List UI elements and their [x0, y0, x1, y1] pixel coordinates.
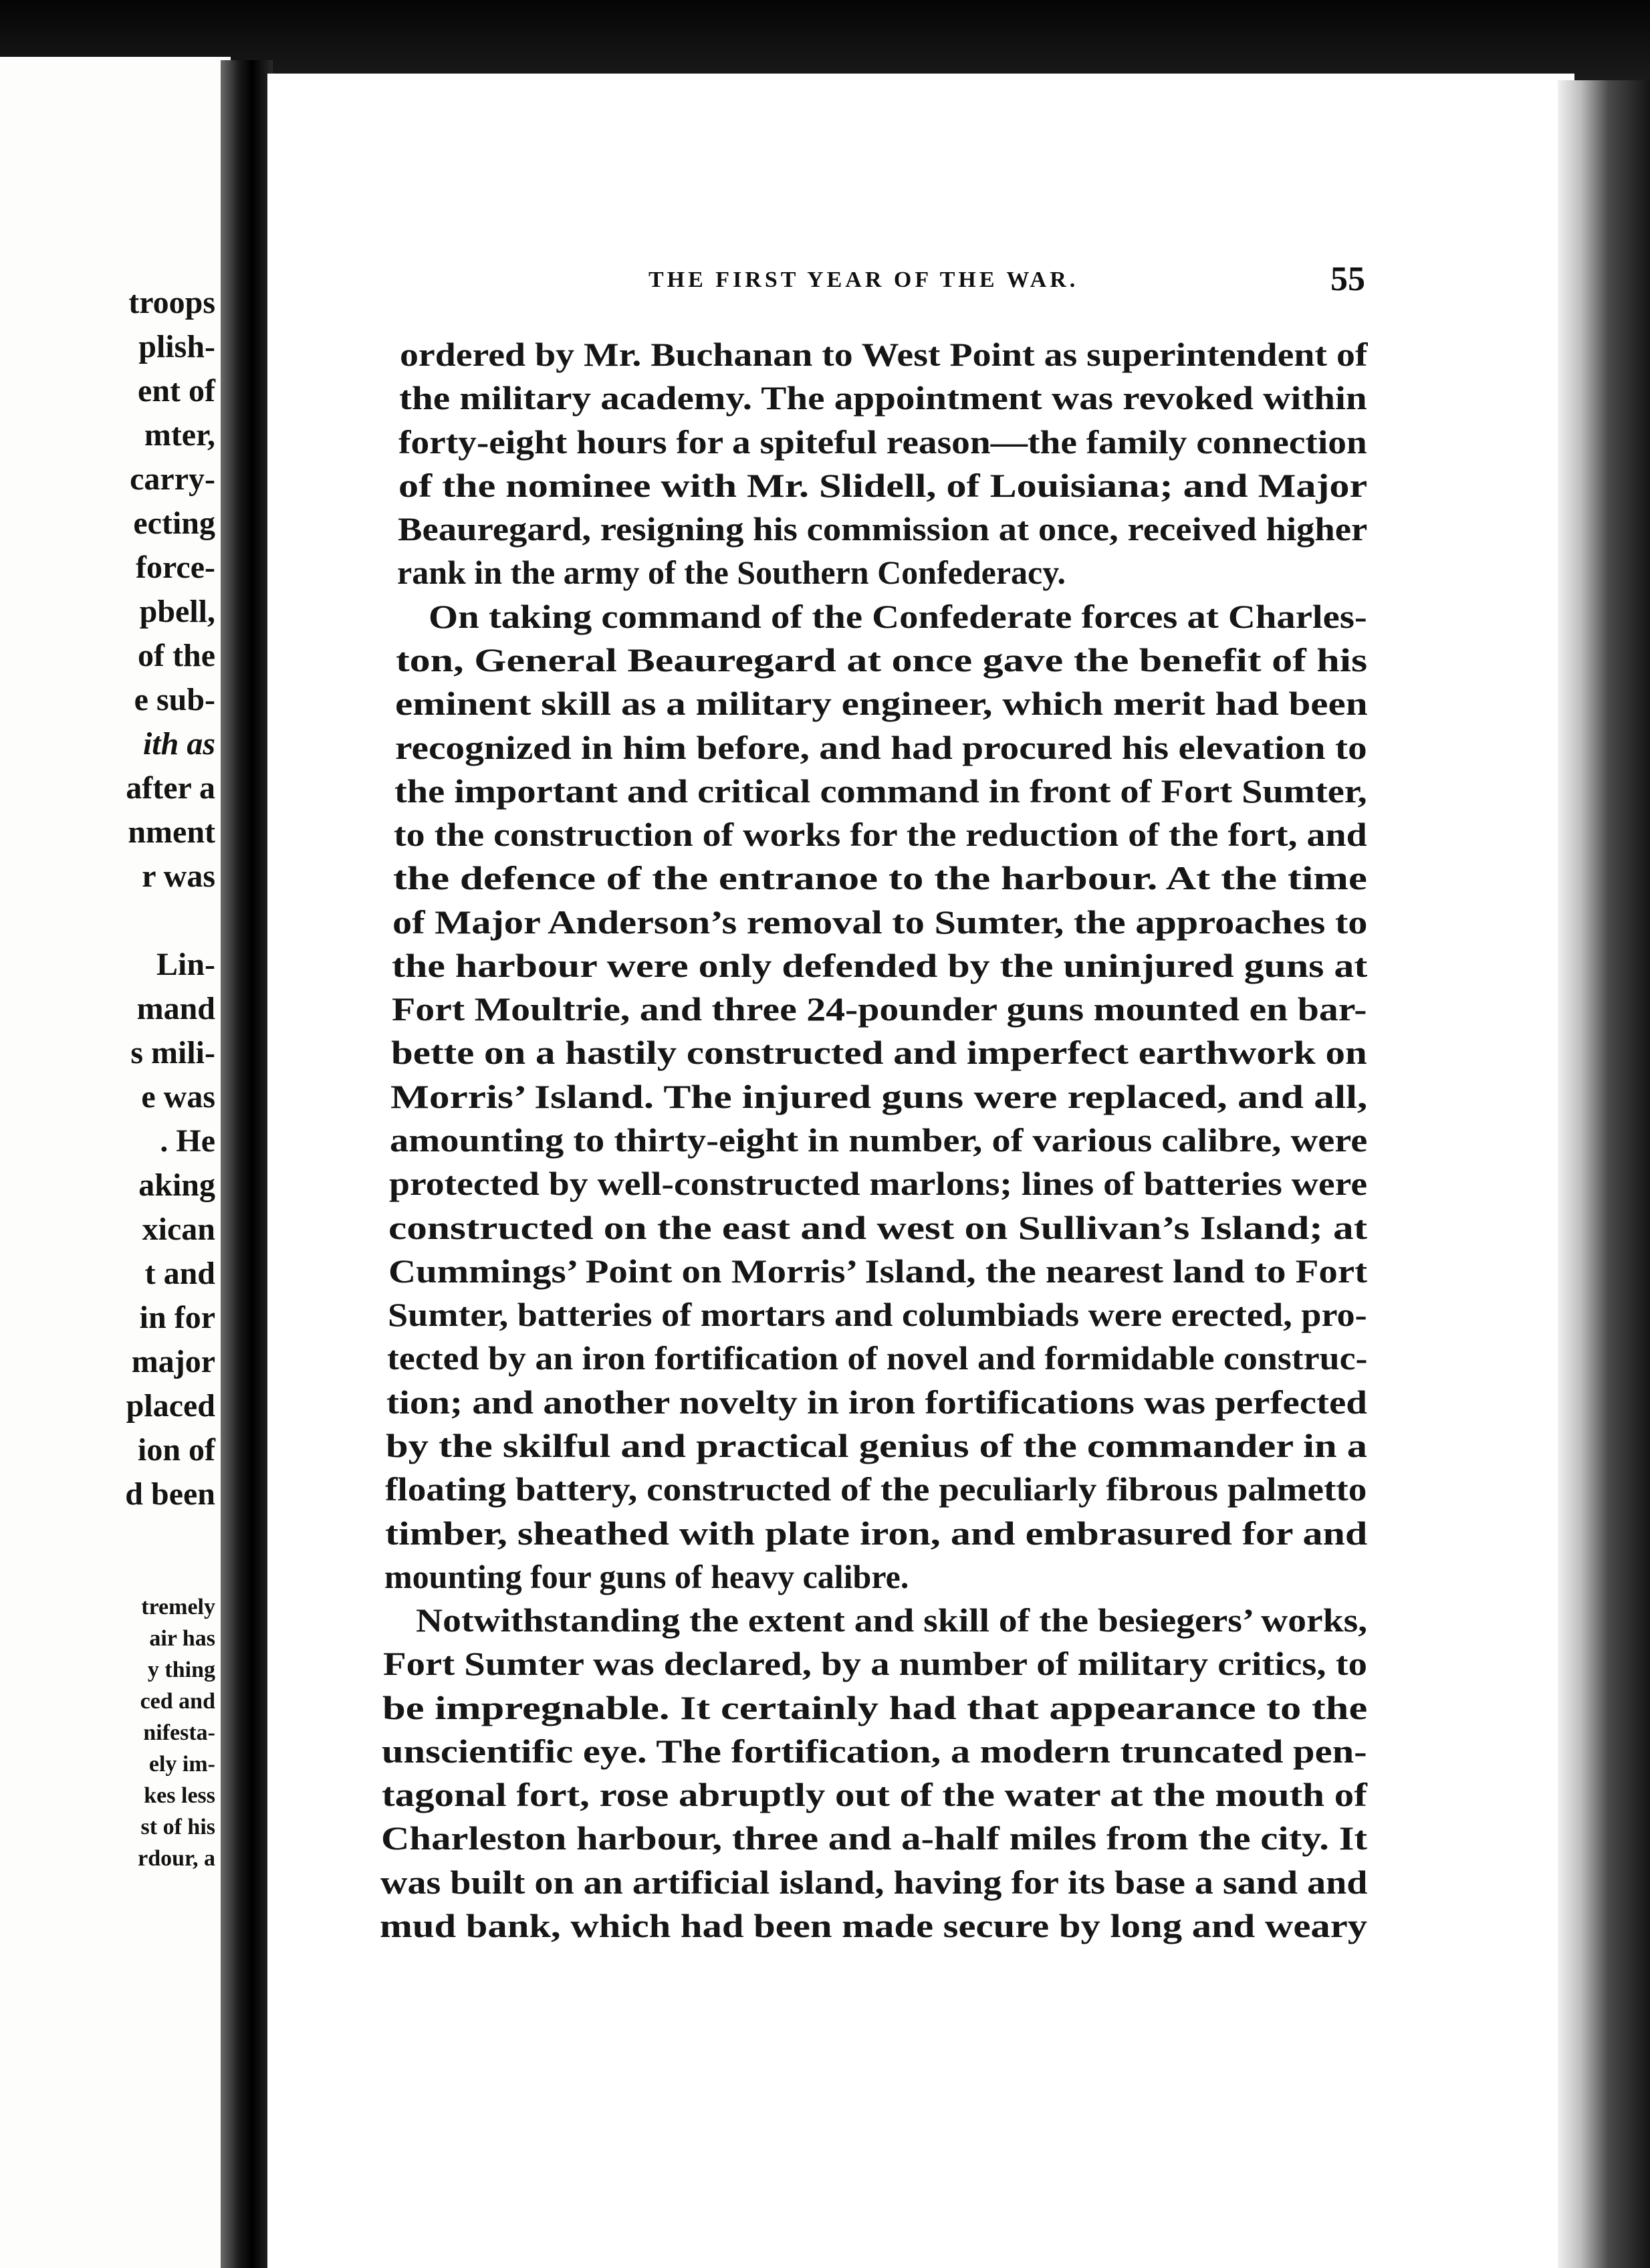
left-page-line: in for	[139, 1300, 215, 1335]
left-page-footnote-fragments	[0, 1591, 221, 1874]
text-line: of Major Anderson’s removal to Sumter, the approaches to	[392, 903, 1368, 941]
left-page-line: mter,	[144, 417, 215, 453]
left-page-line: ith as	[142, 726, 215, 762]
left-page-line: ent of	[138, 373, 215, 409]
text-line: the military academy. The appointment was revoked within	[399, 379, 1367, 417]
text-line: to the construction of works for the reduction of the fort, and	[394, 816, 1367, 853]
left-page-line: e was	[141, 1079, 215, 1115]
text-line: forty-eight hours for a spiteful reason—the family connection	[398, 423, 1367, 461]
left-page-footnote-line: st of his	[140, 1815, 215, 1839]
left-page-line: ecting	[133, 505, 215, 541]
left-page-line: Lin-	[156, 947, 215, 982]
left-page-footnote-line: tremely	[141, 1595, 215, 1619]
left-page-footnote-line: kes less	[144, 1783, 215, 1808]
text-line: Notwithstanding the extent and skill of the besiegers’ works,	[416, 1601, 1368, 1639]
left-page-line: d been	[125, 1476, 215, 1512]
text-line: ton, General Beauregard at once gave the benefit of his	[396, 641, 1368, 679]
left-page-footnote-line: ely im-	[148, 1752, 215, 1777]
text-line: the defence of the entranoe to the harbour. At the time	[393, 859, 1367, 897]
text-line: timber, sheathed with plate iron, and embrasured for and	[385, 1514, 1368, 1552]
book-gutter	[221, 60, 273, 2268]
text-line: was built on an artificial island, having for its base a sand and	[380, 1863, 1368, 1901]
left-page-footnote-line: air has	[149, 1626, 215, 1651]
left-page-line: of the	[138, 638, 215, 673]
text-line: Fort Moultrie, and three 24-pounder guns mounted en bar-	[392, 990, 1367, 1028]
text-line: On taking command of the Confederate forces at Charles-	[429, 598, 1367, 635]
text-line: ordered by Mr. Buchanan to West Point as superintendent of	[400, 336, 1368, 373]
text-line: the harbour were only defended by the uninjured guns at	[392, 947, 1368, 984]
left-page-line: carry-	[130, 461, 215, 497]
text-line: Charleston harbour, three and a-half miles from the city. It	[381, 1819, 1368, 1857]
text-line: rank in the army of the Southern Confederacy.	[397, 554, 1066, 591]
text-line: amounting to thirty-eight in number, of various calibre, were	[390, 1121, 1368, 1159]
text-line: of the nominee with Mr. Slidell, of Louisiana; and Major	[398, 467, 1368, 504]
text-line: by the skilful and practical genius of the commander in a	[386, 1427, 1368, 1464]
left-page-line: placed	[126, 1388, 215, 1424]
left-page-line: t and	[144, 1256, 215, 1291]
left-page-line: r was	[142, 859, 215, 894]
text-line: tected by an iron fortification of novel and formidable construc-	[387, 1339, 1368, 1377]
left-page-line: xican	[142, 1212, 215, 1247]
text-line: constructed on the east and west on Sullivan’s Island; at	[388, 1209, 1368, 1246]
text-line: the important and critical command in front of Fort Sumter,	[394, 772, 1367, 810]
text-line: Cummings’ Point on Morris’ Island, the nearest land to Fort	[388, 1252, 1368, 1290]
left-page-footnote-line: nifesta-	[143, 1720, 215, 1745]
left-page-line: . He	[160, 1123, 215, 1159]
text-line: unscientific eye. The fortification, a modern truncated pen-	[382, 1732, 1367, 1770]
text-line: mud bank, which had been made secure by long and weary	[380, 1907, 1368, 1944]
left-page-line: after a	[126, 770, 215, 806]
left-page-line: force-	[135, 550, 215, 585]
left-page-line: plish-	[138, 329, 215, 364]
left-page-line	[0, 899, 221, 943]
left-page-line: ion of	[137, 1432, 215, 1468]
text-line: eminent skill as a military engineer, which merit had been	[395, 685, 1368, 722]
text-line: floating battery, constructed of the peculiarly fibrous palmetto	[385, 1470, 1367, 1508]
text-line: be impregnable. It certainly had that appearance to the	[382, 1689, 1368, 1726]
text-line: recognized in him before, and had procured his elevation to	[395, 729, 1367, 766]
left-page-line: major	[131, 1344, 215, 1379]
page-edge	[1558, 80, 1650, 2268]
left-page-footnote-line: ced and	[140, 1689, 215, 1714]
text-line: bette on a hastily constructed and imperfect earthwork on	[391, 1034, 1367, 1071]
text-line: mounting four guns of heavy calibre.	[384, 1558, 909, 1595]
left-page-text-fragments	[0, 281, 221, 1516]
left-page-line: nment	[128, 814, 215, 850]
left-page-line: e sub-	[134, 682, 215, 717]
running-head: THE FIRST YEAR OF THE WAR.	[649, 267, 1079, 292]
left-page-line: mand	[136, 991, 215, 1026]
left-page-line: aking	[138, 1167, 215, 1203]
text-line: tagonal fort, rose abruptly out of the water at the mouth of	[382, 1776, 1367, 1813]
page-number: 55	[1330, 260, 1365, 298]
text-line: Morris’ Island. The injured guns were replaced, and all,	[390, 1078, 1368, 1115]
left-page-line: s mili-	[130, 1035, 215, 1070]
text-line: Fort Sumter was declared, by a number of military critics, to	[383, 1645, 1368, 1682]
text-line: Sumter, batteries of mortars and columbiads were erected, pro-	[388, 1296, 1367, 1333]
text-line: tion; and another novelty in iron fortifications was perfected	[386, 1383, 1368, 1421]
text-line: protected by well-constructed marlons; lines of batteries were	[389, 1165, 1368, 1202]
text-line: Beauregard, resigning his commission at once, received higher	[398, 510, 1368, 548]
left-page-footnote-line: rdour, a	[138, 1846, 215, 1871]
left-page-line: pbell,	[139, 594, 215, 629]
left-page-line: troops	[128, 285, 215, 320]
left-page-footnote-line: y thing	[147, 1658, 215, 1682]
